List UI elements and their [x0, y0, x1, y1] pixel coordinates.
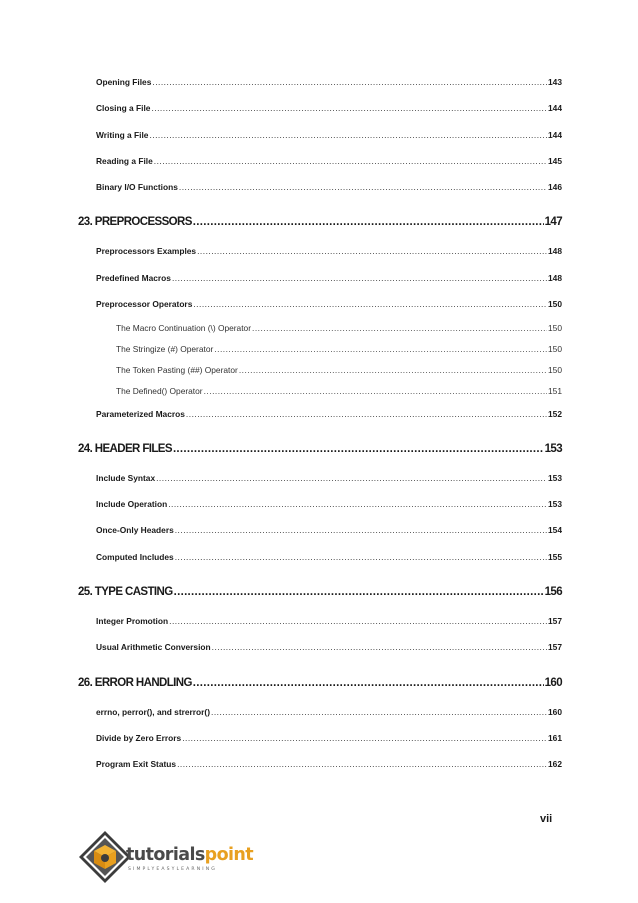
toc-entry[interactable]	[78, 755, 562, 781]
toc-entry-title: The Macro Continuation (\) Operator	[116, 323, 251, 334]
toc-entry-page: 144	[548, 129, 562, 140]
toc-leader-dots	[169, 612, 547, 630]
toc-subsection-entry[interactable]	[78, 321, 562, 342]
toc-entry-page: 152	[548, 408, 562, 419]
toc-entry-page: 162	[548, 759, 562, 770]
toc-leader-dots	[193, 210, 544, 234]
toc-leader-dots	[168, 495, 547, 513]
toc-entry-page: 150	[548, 364, 562, 375]
toc-entry-title: Integer Promotion	[96, 616, 169, 627]
toc-leader-dots	[182, 729, 547, 747]
page-number: vii	[540, 813, 553, 825]
toc-leader-dots	[175, 548, 547, 566]
toc-leader-dots	[193, 671, 544, 695]
toc-leader-dots	[239, 363, 547, 377]
toc-entry-page: 150	[548, 323, 562, 334]
toc-entry-page: 153	[548, 472, 562, 483]
logo-tagline: SIMPLYEASYLEARNING	[128, 867, 217, 872]
toc-entry-title: The Defined() Operator	[116, 385, 203, 396]
toc-entry[interactable]	[78, 99, 562, 125]
toc-entry-title: Computed Includes	[96, 551, 174, 562]
toc-leader-dots	[175, 521, 547, 539]
toc-entry-page: 144	[548, 103, 562, 114]
toc-entry-title: Opening Files	[96, 77, 152, 87]
toc-entry[interactable]	[78, 152, 562, 178]
toc-entry-page: 155	[548, 551, 562, 562]
toc-entry-title: Program Exit Status	[96, 759, 177, 770]
toc-subsection-entry[interactable]	[78, 363, 562, 384]
toc-entry-page: 154	[548, 525, 562, 536]
toc-entry[interactable]	[78, 73, 562, 99]
toc-chapter-entry[interactable]	[78, 671, 562, 703]
toc-entry-title: Predefined Macros	[96, 272, 171, 283]
toc-leader-dots	[152, 73, 547, 91]
toc-entry-title: Divide by Zero Errors	[96, 732, 182, 743]
toc-entry-title: Writing a File	[96, 129, 149, 140]
toc-entry[interactable]	[78, 729, 562, 755]
toc-entry-page: 161	[548, 732, 562, 743]
toc-leader-dots	[204, 384, 547, 398]
toc-entry-title: Binary I/O Functions	[96, 182, 178, 193]
toc-entry-title: Once-Only Headers	[96, 525, 174, 536]
toc-entry-page: 143	[548, 77, 562, 87]
toc-entry-page: 151	[548, 385, 562, 396]
toc-entry-page: 160	[544, 676, 562, 689]
toc-entry[interactable]	[78, 295, 562, 321]
toc-entry[interactable]	[78, 469, 562, 495]
toc-entry-title: 26. ERROR HANDLING	[78, 676, 192, 689]
toc-leader-dots	[149, 126, 547, 144]
toc-leader-dots	[214, 342, 547, 356]
toc-leader-dots	[177, 755, 547, 773]
toc-entry-title: 24. HEADER FILES	[78, 442, 172, 455]
toc-leader-dots	[197, 242, 547, 260]
toc-entry[interactable]	[78, 638, 562, 664]
toc-entry[interactable]	[78, 495, 562, 521]
toc-leader-dots	[212, 638, 547, 656]
toc-entry-title: 23. PREPROCESSORS	[78, 216, 192, 229]
toc-entry-page: 150	[548, 344, 562, 355]
toc-leader-dots	[252, 321, 547, 335]
toc-entry-title: errno, perror(), and strerror()	[96, 706, 211, 717]
toc-entry[interactable]	[78, 178, 562, 204]
table-of-contents	[78, 73, 562, 782]
toc-entry-title: Parameterized Macros	[96, 408, 185, 419]
toc-entry-page: 157	[548, 642, 562, 653]
toc-entry[interactable]	[78, 242, 562, 268]
toc-leader-dots	[156, 469, 547, 487]
toc-entry-title: Include Syntax	[96, 472, 156, 483]
toc-entry-page: 156	[544, 586, 562, 599]
toc-entry-title: Closing a File	[96, 103, 151, 114]
toc-leader-dots	[172, 269, 547, 287]
toc-chapter-entry[interactable]	[78, 210, 562, 242]
toc-leader-dots	[193, 295, 547, 313]
toc-leader-dots	[179, 178, 547, 196]
toc-entry[interactable]	[78, 548, 562, 574]
toc-entry-title: Include Operation	[96, 499, 168, 510]
toc-entry-title: Reading a File	[96, 155, 153, 166]
toc-entry-page: 146	[548, 182, 562, 193]
toc-chapter-entry[interactable]	[78, 437, 562, 469]
toc-entry-title: Preprocessor Operators	[96, 299, 193, 310]
toc-entry-page: 160	[548, 706, 562, 717]
toc-entry-page: 153	[548, 499, 562, 510]
logo-wordmark: tutorialspoint	[126, 845, 254, 865]
toc-subsection-entry[interactable]	[78, 384, 562, 405]
toc-entry-page: 147	[544, 216, 562, 229]
toc-entry-title: The Token Pasting (##) Operator	[116, 364, 238, 375]
toc-chapter-entry[interactable]	[78, 580, 562, 612]
toc-subsection-entry[interactable]	[78, 342, 562, 363]
toc-leader-dots	[173, 437, 544, 461]
toc-entry[interactable]	[78, 612, 562, 638]
toc-entry-page: 145	[548, 155, 562, 166]
toc-entry[interactable]	[78, 126, 562, 152]
toc-leader-dots	[154, 152, 547, 170]
toc-entry-page: 150	[548, 299, 562, 310]
toc-entry-title: Usual Arithmetic Conversion	[96, 642, 211, 653]
tutorialspoint-logo	[76, 828, 256, 886]
toc-leader-dots	[186, 405, 547, 423]
toc-entry-page: 148	[548, 246, 562, 257]
toc-entry-title: Preprocessors Examples	[96, 246, 197, 257]
toc-entry-title: 25. TYPE CASTING	[78, 586, 173, 599]
toc-entry[interactable]	[78, 521, 562, 547]
toc-leader-dots	[151, 99, 547, 117]
toc-entry[interactable]	[78, 269, 562, 295]
toc-entry[interactable]	[78, 703, 562, 729]
toc-entry-page: 148	[548, 272, 562, 283]
toc-leader-dots	[174, 580, 544, 604]
toc-entry-page: 153	[544, 442, 562, 455]
toc-leader-dots	[211, 703, 547, 721]
toc-entry-page: 157	[548, 616, 562, 627]
toc-entry[interactable]	[78, 405, 562, 431]
toc-entry-title: The Stringize (#) Operator	[116, 344, 214, 355]
